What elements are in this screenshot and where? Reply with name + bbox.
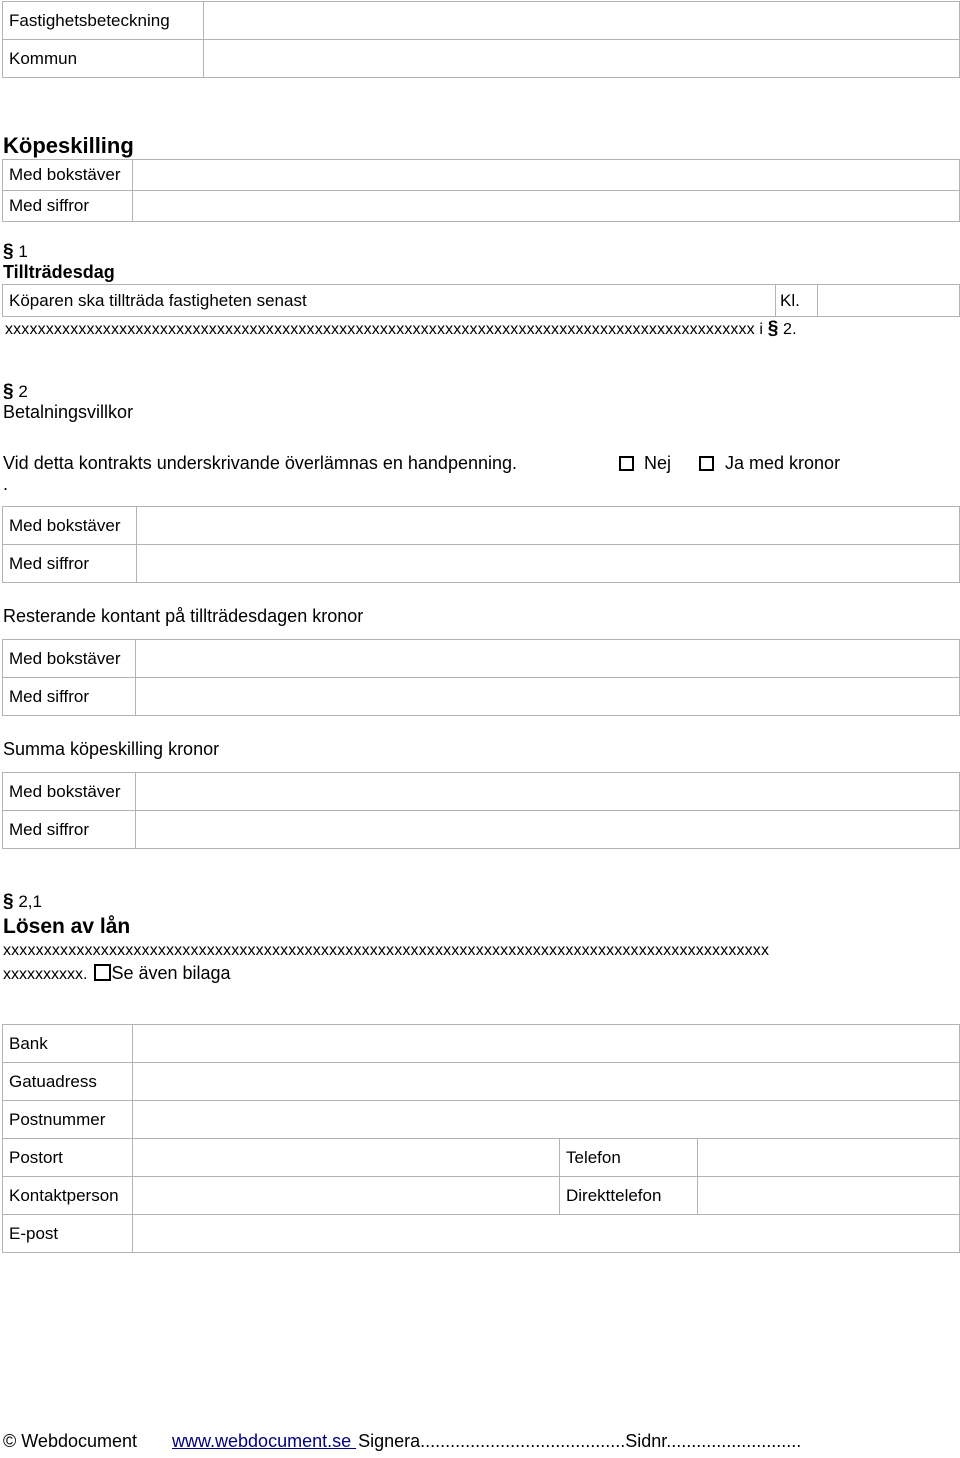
section-number: 2 bbox=[18, 382, 28, 401]
section-number: 1 bbox=[18, 242, 28, 261]
in-digits-label: Med siffror bbox=[3, 191, 133, 222]
table-row bbox=[3, 773, 960, 811]
checkbox-yes[interactable] bbox=[699, 456, 714, 471]
postal-code-label: Postnummer bbox=[3, 1101, 133, 1139]
table-row bbox=[3, 1177, 960, 1215]
section-reference: 2. bbox=[783, 321, 797, 338]
municipality-field[interactable] bbox=[204, 40, 960, 78]
contact-person-field[interactable] bbox=[133, 1177, 560, 1215]
dot: . bbox=[3, 474, 9, 494]
remaining-words-field[interactable] bbox=[136, 640, 960, 678]
paragraph-sign: § bbox=[3, 891, 14, 912]
paragraph-sign: § bbox=[3, 241, 14, 262]
bank-field[interactable] bbox=[133, 1025, 960, 1063]
option-no-label: Nej bbox=[644, 453, 672, 473]
total-price-table bbox=[2, 772, 960, 849]
in-words-label: Med bokstäver bbox=[3, 773, 136, 811]
table-row bbox=[3, 1101, 960, 1139]
table-row bbox=[3, 2, 960, 40]
table-row bbox=[3, 191, 960, 222]
direct-phone-field[interactable] bbox=[698, 1177, 960, 1215]
remaining-cash-table bbox=[2, 639, 960, 716]
property-designation-label: Fastighetsbeteckning bbox=[3, 2, 204, 40]
table-row bbox=[3, 1215, 960, 1253]
table-row bbox=[3, 545, 960, 583]
section-2-number bbox=[3, 381, 28, 403]
table-row bbox=[3, 1139, 960, 1177]
in-digits-label: Med siffror bbox=[3, 811, 136, 849]
street-address-label: Gatuadress bbox=[3, 1063, 133, 1101]
table-row bbox=[3, 160, 960, 191]
access-date-label: Köparen ska tillträda fastigheten senast bbox=[3, 285, 776, 317]
table-row bbox=[3, 678, 960, 716]
section-2-title: Betalningsvillkor bbox=[3, 402, 134, 422]
in-words-label: Med bokstäver bbox=[3, 507, 137, 545]
remaining-digits-field[interactable] bbox=[136, 678, 960, 716]
see-attachment-label: Se även bilaga bbox=[111, 963, 231, 983]
price-in-words-field[interactable] bbox=[133, 160, 960, 191]
property-table bbox=[2, 1, 960, 78]
bank-table bbox=[2, 1024, 960, 1253]
page-number-field: Sidnr........................... bbox=[625, 1431, 802, 1451]
down-payment-text: Vid detta kontrakts underskrivande överlämnas en handpenning. bbox=[3, 453, 518, 473]
street-address-field[interactable] bbox=[133, 1063, 960, 1101]
section-21-number bbox=[3, 891, 42, 913]
direct-phone-label: Direkttelefon bbox=[560, 1177, 698, 1215]
down-payment-digits-field[interactable] bbox=[137, 545, 960, 583]
in-digits-label: Med siffror bbox=[3, 678, 136, 716]
down-payment-words-field[interactable] bbox=[137, 507, 960, 545]
price-in-digits-field[interactable] bbox=[133, 191, 960, 222]
in-digits-label: Med siffror bbox=[3, 545, 137, 583]
table-row bbox=[3, 40, 960, 78]
purchase-price-table bbox=[2, 159, 960, 222]
in-words-label: Med bokstäver bbox=[3, 160, 133, 191]
bank-label: Bank bbox=[3, 1025, 133, 1063]
remaining-cash-heading: Resterande kontant på tillträdesdagen kronor bbox=[3, 606, 364, 626]
section-21-body-line2 bbox=[3, 963, 231, 984]
postal-code-field[interactable] bbox=[133, 1101, 960, 1139]
down-payment-table bbox=[2, 506, 960, 583]
city-field[interactable] bbox=[133, 1139, 560, 1177]
table-row bbox=[3, 1025, 960, 1063]
table-row bbox=[3, 640, 960, 678]
option-no[interactable] bbox=[619, 453, 671, 474]
total-price-heading: Summa köpeskilling kronor bbox=[3, 739, 220, 759]
sign-field: Signera......................................... bbox=[358, 1431, 626, 1451]
table-row bbox=[3, 1063, 960, 1101]
total-words-field[interactable] bbox=[136, 773, 960, 811]
phone-label: Telefon bbox=[560, 1139, 698, 1177]
contact-person-label: Kontaktperson bbox=[3, 1177, 133, 1215]
table-row bbox=[3, 507, 960, 545]
option-yes-label: Ja med kronor bbox=[725, 453, 841, 473]
access-date-table bbox=[2, 284, 960, 317]
email-label: E-post bbox=[3, 1215, 133, 1253]
section-21-body-line1: xxxxxxxxxxxxxxxxxxxxxxxxxxxxxxxxxxxxxxxxxxxxxxxxxxxxxxxxxxxxxxxxxxxxxxxxxxxxxxxxxxxxxxxxxxxxxx bbox=[3, 942, 770, 959]
paragraph-sign: § bbox=[3, 381, 14, 402]
link-underline-gap bbox=[351, 1431, 356, 1451]
checkbox-see-attachment[interactable] bbox=[94, 964, 111, 981]
section-1-title: Tillträdesdag bbox=[3, 262, 115, 282]
municipality-label: Kommun bbox=[3, 40, 204, 78]
section-21-title: Lösen av lån bbox=[3, 915, 131, 938]
website-link[interactable]: www.webdocument.se bbox=[172, 1431, 352, 1451]
placeholder-text: xxxxxxxxxx. bbox=[3, 966, 88, 983]
email-field[interactable] bbox=[133, 1215, 960, 1253]
paragraph-sign: § bbox=[767, 318, 779, 339]
property-designation-field[interactable] bbox=[204, 2, 960, 40]
total-digits-field[interactable] bbox=[136, 811, 960, 849]
footer bbox=[3, 1431, 801, 1452]
in-words-label: Med bokstäver bbox=[3, 640, 136, 678]
time-field[interactable] bbox=[818, 285, 960, 317]
section-1-number bbox=[3, 241, 28, 263]
section-number: 2,1 bbox=[18, 892, 42, 911]
checkbox-no[interactable] bbox=[619, 456, 634, 471]
city-label: Postort bbox=[3, 1139, 133, 1177]
copyright-text: © Webdocument bbox=[3, 1431, 137, 1451]
option-yes[interactable] bbox=[699, 453, 840, 474]
time-label: Kl. bbox=[776, 285, 818, 317]
purchase-price-heading: Köpeskilling bbox=[3, 133, 134, 158]
placeholder-text: xxxxxxxxxxxxxxxxxxxxxxxxxxxxxxxxxxxxxxxxxxxxxxxxxxxxxxxxxxxxxxxxxxxxxxxxxxxxxxxxxxxxxxxxxxxx i bbox=[5, 321, 764, 338]
table-row bbox=[3, 811, 960, 849]
phone-field[interactable] bbox=[698, 1139, 960, 1177]
section-1-body bbox=[5, 318, 960, 340]
table-row bbox=[3, 285, 960, 317]
